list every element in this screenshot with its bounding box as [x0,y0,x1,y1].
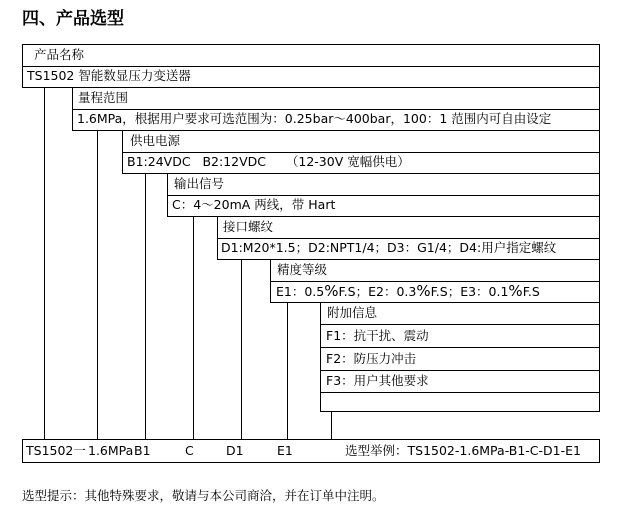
accuracy-desc [276,282,540,301]
connector-line [44,88,45,439]
accuracy-header: 精度等级 [277,262,328,277]
connector-line [193,217,194,439]
example-code-ts: TS1502一 [26,443,86,458]
example-code-e: E1 [277,443,293,458]
accuracy-e3: ；E3：0.1 [447,284,509,299]
section-title: 四、产品选型 [22,9,124,29]
example-code-d: D1 [226,443,244,458]
connector-line [97,131,98,439]
accuracy-e2: ；E2：0.3 [355,284,417,299]
connector-line [145,174,146,439]
fs-label: F.S [338,284,356,299]
power-header: 供电电源 [130,133,181,148]
extra-f3: F3：用户其他要求 [326,373,429,388]
percent-sign: % [416,282,431,300]
example-code-b: B1 [134,443,151,458]
percent-sign: % [324,282,339,300]
output-header: 输出信号 [174,176,225,191]
fs-label: F.S [430,284,448,299]
connector-line [287,303,288,439]
connector-line [241,260,242,439]
extra-f2: F2：防压力冲击 [326,351,417,366]
thread-header: 接口螺纹 [223,219,274,234]
example-code-c: C [185,443,194,458]
thread-desc: D1:M20*1.5；D2:NPT1/4；D3：G1/4；D4:用户指定螺纹 [221,240,557,255]
example-code-mpa: 1.6MPa [88,443,134,458]
selection-hint: 选型提示：其他特殊要求，敬请与本公司商洽，并在订单中注明。 [22,488,385,503]
range-desc: 1.6MPa，根据用户要求可选范围为：0.25bar～400bar，100：1 范围内可自由设定 [77,111,552,126]
percent-sign: % [508,282,523,300]
output-desc: C：4～20mA 两线，带 Hart [172,197,336,212]
extra-header: 附加信息 [327,305,378,320]
accuracy-e1: E1：0.5 [276,284,325,299]
fs-label: F.S [522,284,540,299]
power-desc: B1:24VDC B2:12VDC （12-30V 宽幅供电） [127,154,410,169]
extra-f1: F1：抗干扰、震动 [326,328,429,343]
product-name: TS1502 智能数显压力变送器 [27,68,191,83]
range-header: 量程范围 [78,90,129,105]
product-header: 产品名称 [34,47,85,62]
connector-line [331,412,332,439]
example-label: 选型举例：TS1502-1.6MPa-B1-C-D1-E1 [345,443,581,458]
